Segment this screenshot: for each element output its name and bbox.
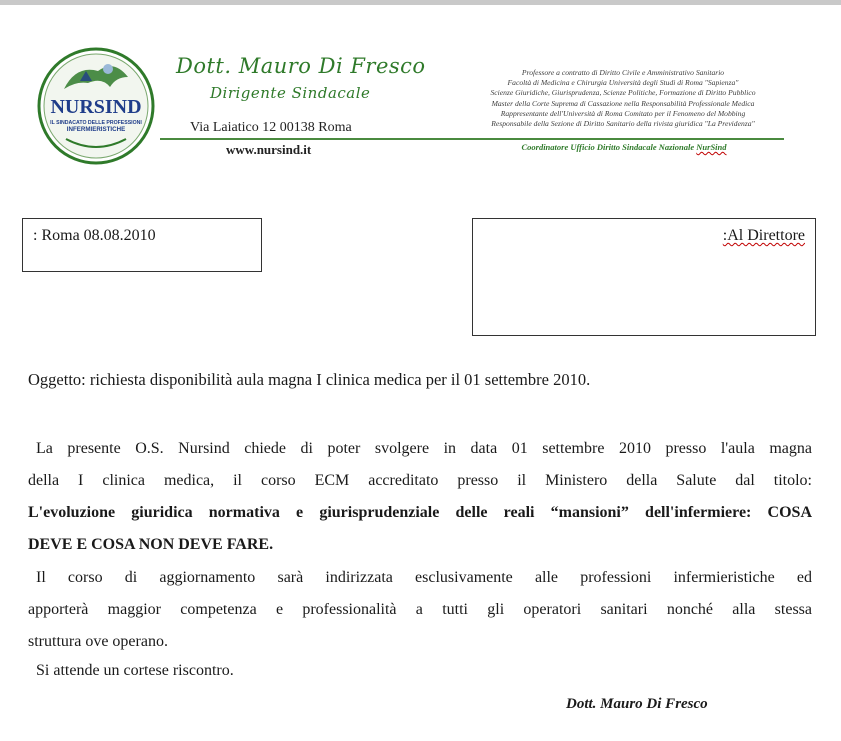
paragraph-1-line-4: DEVE E COSA NON DEVE FARE. xyxy=(28,536,274,553)
credentials-block xyxy=(430,68,816,129)
credential-line: Facoltà di Medicina e Chirurgia Università degli Studi di Roma "Sapienza" xyxy=(507,78,739,88)
credential-line: Responsabile della Sezione di Diritto Sanitario della rivista giuridica "La Previdenza" xyxy=(491,119,755,129)
paragraph-1 xyxy=(28,433,812,561)
header-address: Via Laiatico 12 00138 Roma xyxy=(190,120,352,135)
header-website[interactable]: www.nursind.it xyxy=(226,142,312,157)
recipient-box xyxy=(472,218,816,336)
paragraph-1-line-3: L'evoluzione giuridica normativa e giurisprudenziale delle reali “mansioni” dell'infermiere: COSA xyxy=(28,504,812,521)
logo-subtitle-1: IL SINDACATO DELLE PROFESSIONI xyxy=(50,120,142,126)
header-role: Dirigente Sindacale xyxy=(210,84,371,102)
paragraph-1-line-1-text: La presente O.S. Nursind chiede di poter svolgere in data 01 settembre 2010 presso l'aula magna xyxy=(36,440,812,457)
paragraph-1-line-2: della I clinica medica, il corso ECM accreditato presso il Ministero della Salute dal titolo: xyxy=(28,472,812,489)
coordinator-org: NurSind xyxy=(696,142,727,152)
paragraph-2-line-2: apporterà maggior competenza e professionalità a tutti gli operatori sanitari nonché alla stessa xyxy=(28,601,812,618)
coordinator-line xyxy=(454,142,794,152)
paragraph-2-line-1 xyxy=(28,562,812,594)
window-top-border xyxy=(0,0,841,5)
header-name: Dott. Mauro Di Fresco xyxy=(176,54,426,78)
paragraph-2 xyxy=(28,562,812,658)
credential-line: Rappresentante dell'Università di Roma Comitato per il Fenomeno del Mobbing xyxy=(500,108,746,118)
closing-line: Si attende un cortese riscontro. xyxy=(36,662,234,679)
header-divider xyxy=(160,138,784,140)
logo-text: NURSIND xyxy=(50,96,142,118)
coordinator-prefix: Coordinatore Ufficio Diritto Sindacale Nazionale xyxy=(521,142,697,152)
credential-line: Professore a contratto di Diritto Civile e Amministrativo Sanitario xyxy=(521,68,725,77)
credential-line: Scienze Giuridiche, Giurisprudenza, Scienze Politiche, Formazione di Diritto Pubblico xyxy=(490,88,756,98)
logo-subtitle-2: INFERMIERISTICHE xyxy=(66,126,126,133)
paragraph-1-line-1 xyxy=(28,433,812,465)
date-box xyxy=(22,218,262,272)
subject-line: Oggetto: richiesta disponibilità aula magna I clinica medica per il 01 settembre 2010. xyxy=(28,370,591,389)
recipient-text: :Al Direttore xyxy=(722,227,805,244)
credential-line: Master della Corte Suprema di Cassazione nella Responsabilità Professionale Medica xyxy=(491,98,755,108)
nursind-logo xyxy=(36,47,156,165)
date-text: : Roma 08.08.2010 xyxy=(33,227,156,244)
signature: Dott. Mauro Di Fresco xyxy=(566,696,708,712)
paragraph-2-line-1-text: Il corso di aggiornamento sarà indirizzata esclusivamente alle professioni infermieristiche ed xyxy=(36,569,812,586)
paragraph-2-line-3: struttura ove operano. xyxy=(28,633,168,650)
